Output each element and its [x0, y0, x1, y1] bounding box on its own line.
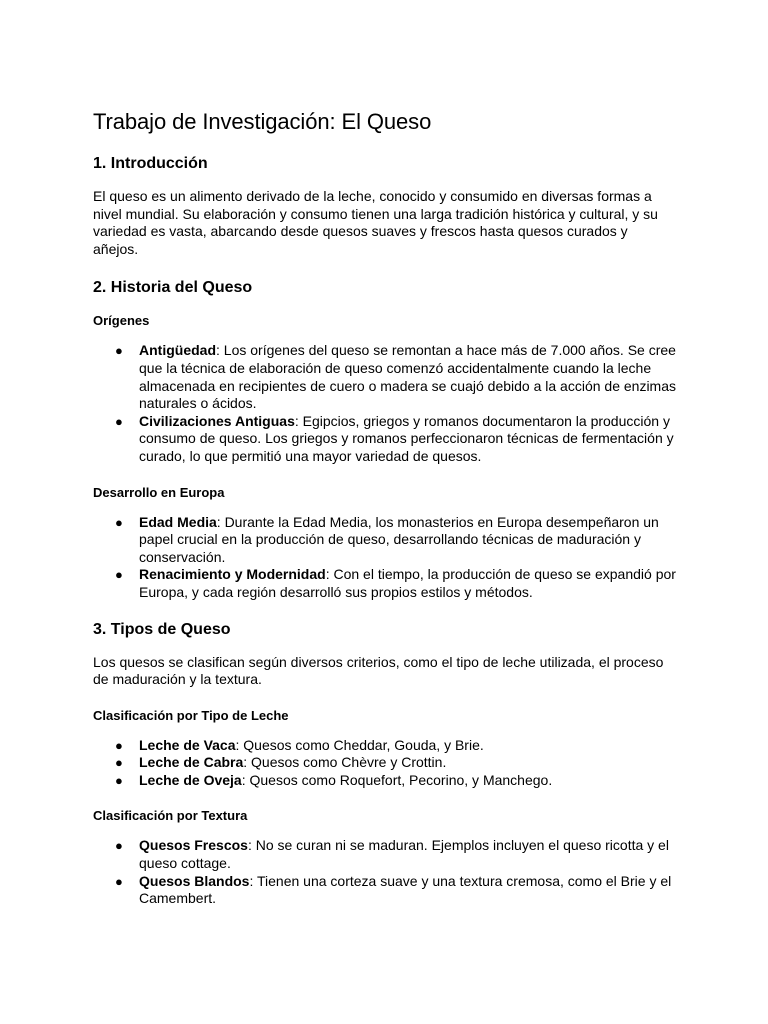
bullet-icon: ● — [115, 755, 123, 771]
section-heading-introduccion: 1. Introducción — [93, 155, 208, 172]
section-heading-historia: 2. Historia del Queso — [93, 279, 253, 297]
list-item-text: : Quesos como Roquefort, Pecorino, y Manchego. — [241, 771, 553, 788]
list-item-text: : Quesos como Cheddar, Gouda, y Brie. — [235, 736, 484, 753]
tipo-leche-list — [93, 737, 676, 790]
bullet-icon: ● — [115, 737, 123, 753]
list-item-term: Leche de Oveja — [139, 771, 242, 788]
bullet-icon: ● — [115, 772, 123, 788]
list-item — [115, 771, 676, 790]
origenes-list — [93, 342, 676, 465]
bullet-icon: ● — [115, 413, 123, 429]
list-item-text: : Con el tiempo, la producción de queso se expandió por Europa, y cada región desarrolló sus propios estilos y métodos. — [139, 566, 676, 600]
list-item-text: : Los orígenes del queso se remontan a hace más de 7.000 años. Se cree que la técnica de elaboración de queso comenzó accidentalmente cuando la leche almacenada en recipientes de cuero o madera se cuajó debido a la acción de enzimas naturales o ácidos. — [139, 342, 677, 412]
subsection-heading-desarrollo-europa: Desarrollo en Europa — [93, 484, 225, 500]
bullet-icon: ● — [115, 838, 123, 854]
list-item-text: : No se curan ni se maduran. Ejemplos incluyen el queso ricotta y el queso cottage. — [139, 837, 669, 872]
list-item-term: Civilizaciones Antiguas — [139, 412, 295, 429]
bullet-icon: ● — [115, 343, 123, 359]
list-item-text: : Tienen una corteza suave y una textura cremosa, como el Brie y el Camembert. — [139, 872, 672, 907]
list-item-term: Quesos Frescos — [139, 837, 248, 854]
list-item-term: Quesos Blandos — [139, 872, 250, 889]
tipos-paragraph: Los quesos se clasifican según diversos criterios, como el tipo de leche utilizada, el proceso de maduración y la textura. — [93, 653, 664, 688]
list-item-term: Antigüedad — [139, 342, 216, 359]
subsection-heading-tipo-leche: Clasificación por Tipo de Leche — [93, 707, 289, 723]
list-item-term: Leche de Vaca — [139, 736, 236, 753]
list-item — [115, 872, 676, 908]
list-item — [115, 513, 676, 567]
list-item-term: Leche de Cabra — [139, 754, 244, 771]
list-item-text: : Egipcios, griegos y romanos documentaron la producción y consumo de queso. Los griegos y romanos perfeccionaron técnicas de fermentación y curado, lo que permitió una mayor variedad de quesos. — [139, 412, 674, 464]
list-item — [115, 754, 676, 772]
list-item — [115, 342, 677, 412]
list-item-text: : Durante la Edad Media, los monasterios en Europa desempeñaron un papel crucial en la producción de queso, desarrollando técnicas de maduración y conservación. — [139, 513, 659, 565]
bullet-icon: ● — [115, 514, 123, 530]
document-title: Trabajo de Investigación: El Queso — [93, 109, 432, 134]
bullet-icon: ● — [115, 567, 123, 583]
list-item-term: Edad Media — [139, 513, 217, 530]
subsection-heading-textura: Clasificación por Textura — [93, 808, 248, 824]
textura-list — [93, 837, 676, 907]
list-item-term: Renacimiento y Modernidad — [139, 566, 326, 583]
list-item-text: : Quesos como Chèvre y Crottin. — [243, 754, 447, 771]
list-item — [115, 837, 676, 872]
introduccion-paragraph: El queso es un alimento derivado de la leche, conocido y consumido en diversas formas a nivel mundial. Su elaboración y consumo tienen una larga tradición histórica y cultural, y su variedad es vasta, abarcando desde quesos suaves y frescos hasta quesos curados y añejos. — [93, 188, 658, 257]
bullet-icon: ● — [115, 873, 123, 889]
list-item — [115, 412, 676, 466]
list-item — [115, 736, 676, 755]
list-item — [115, 566, 676, 601]
section-heading-tipos: 3. Tipos de Queso — [93, 620, 231, 638]
subsection-heading-origenes: Orígenes — [93, 313, 150, 329]
desarrollo-europa-list — [93, 514, 676, 602]
